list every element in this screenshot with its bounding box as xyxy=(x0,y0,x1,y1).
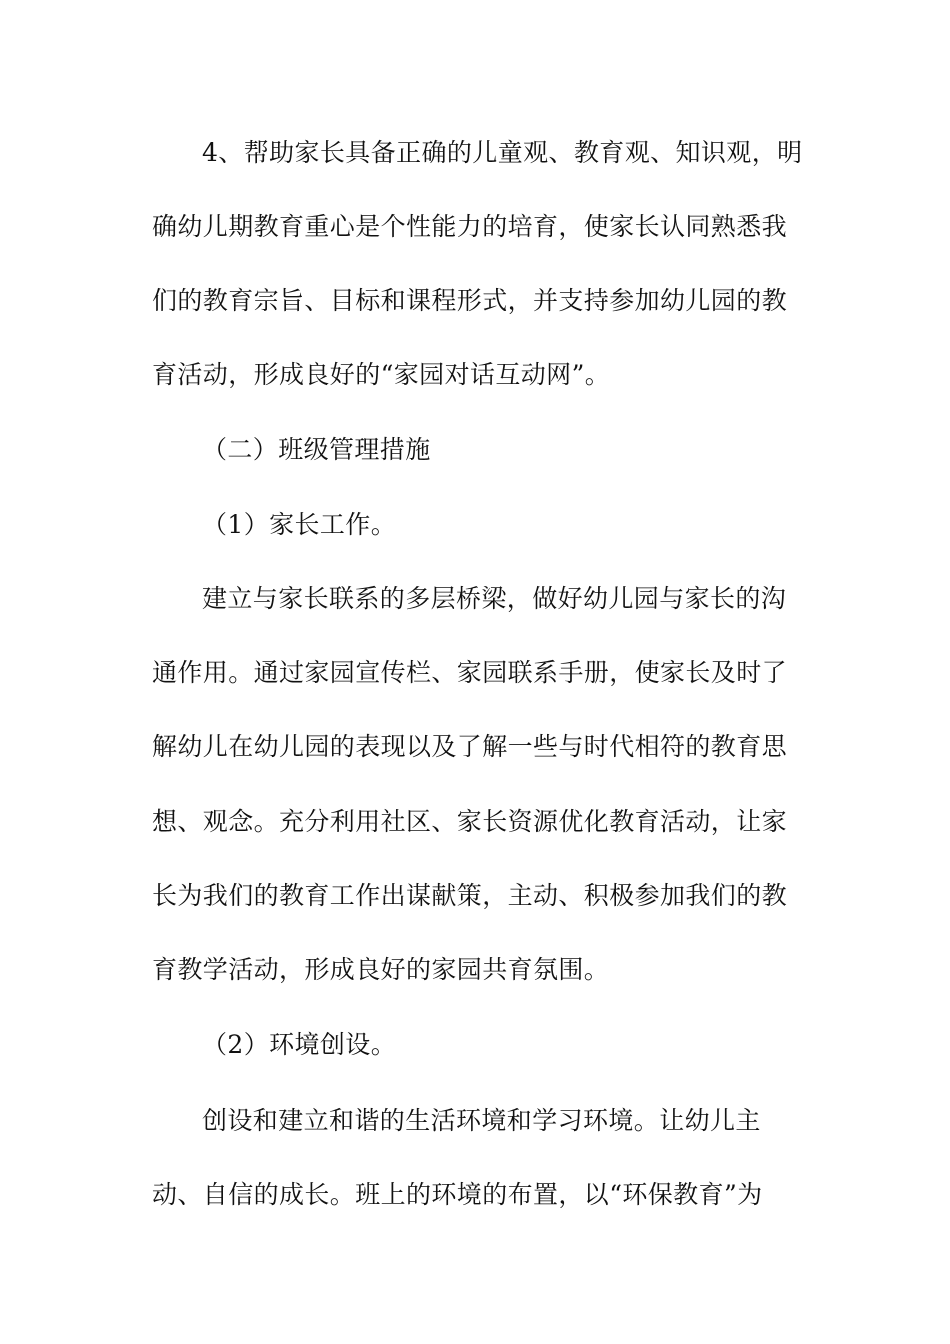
paragraph-2-line-1: 建立与家长联系的多层桥梁，做好幼儿园与家长的沟 xyxy=(202,584,787,613)
paragraph-3-line-2: 动、自信的成长。班上的环境的布置，以“环保教育”为 xyxy=(152,1180,763,1209)
subsection-heading-parent-work: （1）家长工作。 xyxy=(202,510,397,539)
paragraph-1-line-3: 们的教育宗旨、目标和课程形式，并支持参加幼儿园的教 xyxy=(152,286,788,315)
paragraph-2-line-2: 通作用。通过家园宣传栏、家园联系手册，使家长及时了 xyxy=(152,658,788,687)
paragraph-1-line-1: 4、帮助家长具备正确的儿童观、教育观、知识观，明 xyxy=(202,138,803,167)
paragraph-2-line-3: 解幼儿在幼儿园的表现以及了解一些与时代相符的教育思 xyxy=(152,732,788,761)
subsection-heading-environment: （2）环境创设。 xyxy=(202,1030,397,1059)
paragraph-3-line-1: 创设和建立和谐的生活环境和学习环境。让幼儿主 xyxy=(202,1106,761,1135)
paragraph-1-line-2: 确幼儿期教育重心是个性能力的培育，使家长认同熟悉我 xyxy=(152,212,788,241)
section-heading: （二）班级管理措施 xyxy=(202,435,431,464)
paragraph-2-line-6: 育教学活动，形成良好的家园共育氛围。 xyxy=(152,955,610,984)
paragraph-2-line-4: 想、观念。充分利用社区、家长资源优化教育活动，让家 xyxy=(152,807,788,836)
paragraph-2-line-5: 长为我们的教育工作出谋献策，主动、积极参加我们的教 xyxy=(152,881,788,910)
paragraph-1-line-4: 育活动，形成良好的“家园对话互动网”。 xyxy=(152,360,611,389)
